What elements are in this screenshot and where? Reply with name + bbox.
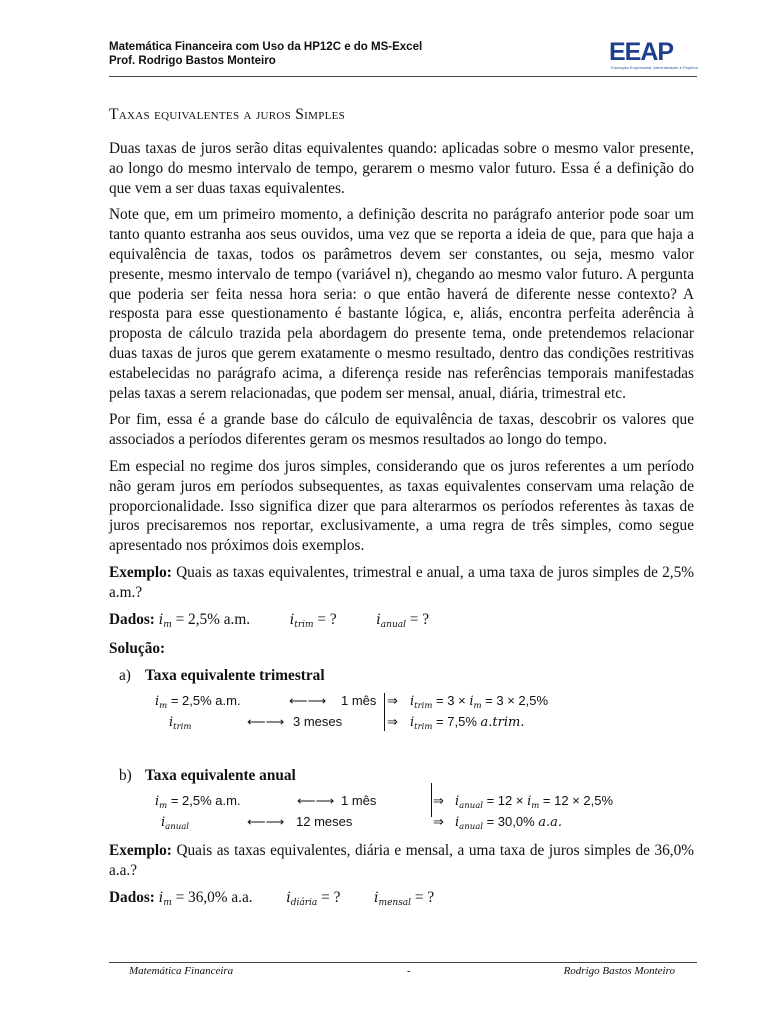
- dados-var: i: [289, 611, 295, 628]
- item-b-title: [109, 767, 694, 785]
- calc-divider: [384, 693, 385, 731]
- calc-trimestral: $i_m = 2,5\%$ a.m. ⟵⟶ 1 mês ⇒ $i_{trim} = 3 \times i_m = 3 \times 2,5\%$ $i_{trim}$ ⟵⟶ 3 meses ⇒ $i_{trim} = 7,5\%$ a.trim.: [155, 693, 549, 733]
- item-letter: b): [119, 767, 132, 785]
- calc-unit: 3 meses: [293, 714, 343, 730]
- item-title-text: Taxa equivalente trimestral: [145, 667, 325, 685]
- implies-icon: ⇒: [387, 714, 398, 730]
- dados-value: = 36,0% a.a.: [171, 888, 253, 906]
- dados-sub: mensal: [378, 897, 412, 908]
- calc-unit: 12 meses: [296, 814, 353, 830]
- header-author: Prof. Rodrigo Bastos Monteiro: [109, 55, 276, 67]
- paragraph-4: Em especial no regime dos juros simples, considerando que os juros referentes a um período não geram juros em períodos subsequentes, as taxas equivalentes conservam uma relação de proporcionalidade. Isso significa dizer que para alterarmos os períodos referentes às taxas de juros precisaremos nos reportar, exclusivamente, a uma regra de três simples, como segue apresentado nos próximos dois exemplos.: [109, 457, 694, 555]
- footer-center: -: [407, 965, 411, 977]
- solucao-label: Solução:: [109, 640, 166, 658]
- eeap-logo: [609, 38, 698, 72]
- footer-left: Matemática Financeira: [129, 965, 234, 977]
- paragraph-2: Note que, em um primeiro momento, a definição descrita no parágrafo anterior pode soar um tanto quanto estranha aos seus ouvidos, uma vez que se reporta a ideia de que, para que haja a equivalência de taxas, todos os parâmetros devem ser constantes, ou seja, mesmo valor presente, mesmo intervalo de tempo (variável n), chegando ao mesmo valor futuro. A pergunta que poderia ser feita nessa hora seria: o que então haverá de diferente nesse contexto? A resposta para esse questionamento é bastante lógica, e, aliás, encontra perfeita aderência à proposta de cálculo trazida pela abordagem do presente tema, onde pretendemos relacionar duas taxas de juros que gerem exatamente o mesmo resultado, dentro das condições restritivas estabelecidas no parágrafo acima, a diferença reside nas referências temporais manifestadas pelas taxas a serem relacionadas, que podem ser mensal, anual, diária, trimestral etc.: [109, 206, 694, 402]
- implies-icon: ⇒: [433, 814, 444, 830]
- dados-var: i: [376, 611, 381, 628]
- logo-tagline: Educação Empresarial, Administração e Projetos: [611, 65, 698, 70]
- dados-sub: m: [163, 897, 172, 908]
- paragraph-3: Por fim, essa é a grande base do cálculo de equivalência de taxas, descobrir os valores que associados a períodos diferentes geram os mesmos resultados ao longo do tempo.: [109, 411, 694, 449]
- calc-unit: 1 mês: [341, 693, 377, 709]
- example-1-text: Quais as taxas equivalentes, trimestral e anual, a uma taxa de juros simples de 2,5% a.m.?: [109, 563, 694, 601]
- logo-wordmark: EEAP: [609, 38, 674, 66]
- double-arrow-icon: ⟵⟶: [247, 814, 285, 830]
- dados-label: Dados:: [109, 610, 155, 628]
- dados-value: = ?: [313, 610, 337, 628]
- page-header: [109, 40, 697, 77]
- paragraph-1: Duas taxas de juros serão ditas equivalentes quando: aplicadas sobre o mesmo valor presente, ao longo do mesmo intervalo de tempo, gerarem o mesmo valor futuro. Essa é a definição do que vem a ser duas taxas equivalentes.: [109, 140, 694, 197]
- dados-label: Dados:: [109, 888, 155, 906]
- example-2-label: Exemplo:: [109, 842, 172, 860]
- double-arrow-icon: ⟵⟶: [247, 714, 285, 730]
- section-title: Taxas equivalentes a juros Simples: [109, 106, 346, 123]
- example-2-text: Quais as taxas equivalentes, diária e mensal, a uma taxa de juros simples de 36,0% a.a.?: [109, 842, 694, 879]
- double-arrow-icon: ⟵⟶: [297, 793, 335, 809]
- example-1: [109, 563, 694, 603]
- double-arrow-icon: ⟵⟶: [289, 693, 327, 709]
- item-a-title: [109, 667, 694, 685]
- dados-sub: m: [163, 619, 172, 630]
- page-content: [109, 106, 694, 918]
- dados-var: i: [158, 611, 164, 628]
- dados-var: i: [286, 889, 291, 906]
- calc-divider: [431, 783, 432, 817]
- dados-var: i: [158, 889, 164, 906]
- dados-var: i: [374, 889, 379, 906]
- calc-unit: 1 mês: [341, 793, 377, 809]
- dados-value: = ?: [317, 888, 341, 906]
- header-title: Matemática Financeira com Uso da HP12C e do MS-Excel: [109, 41, 423, 53]
- dados-sub: trim: [294, 619, 314, 630]
- dados-sub: anual: [380, 619, 406, 630]
- dados-sub: diária: [290, 897, 318, 908]
- implies-icon: ⇒: [387, 693, 398, 709]
- example-2-dados: [109, 888, 694, 911]
- example-1-dados: [109, 610, 694, 633]
- implies-icon: ⇒: [433, 793, 444, 809]
- item-title-text: Taxa equivalente anual: [145, 767, 296, 785]
- dados-value: = 2,5% a.m.: [171, 610, 251, 628]
- dados-value: = ?: [405, 610, 430, 628]
- page-footer: [109, 962, 697, 977]
- example-1-label: Exemplo:: [109, 563, 172, 581]
- dados-value: = ?: [411, 888, 435, 906]
- example-2: [109, 841, 694, 881]
- item-letter: a): [119, 667, 131, 685]
- footer-right: Rodrigo Bastos Monteiro: [563, 965, 675, 977]
- calc-anual: $i_m = 2,5\%$ a.m. ⟵⟶ 1 mês ⇒ $i_{anual} = 12 \times i_m = 12 \times 2,5\%$ $i_{anual}$ ⟵⟶ 12 meses ⇒ $i_{anual} = 30,0\%$ a.a.: [109, 793, 694, 839]
